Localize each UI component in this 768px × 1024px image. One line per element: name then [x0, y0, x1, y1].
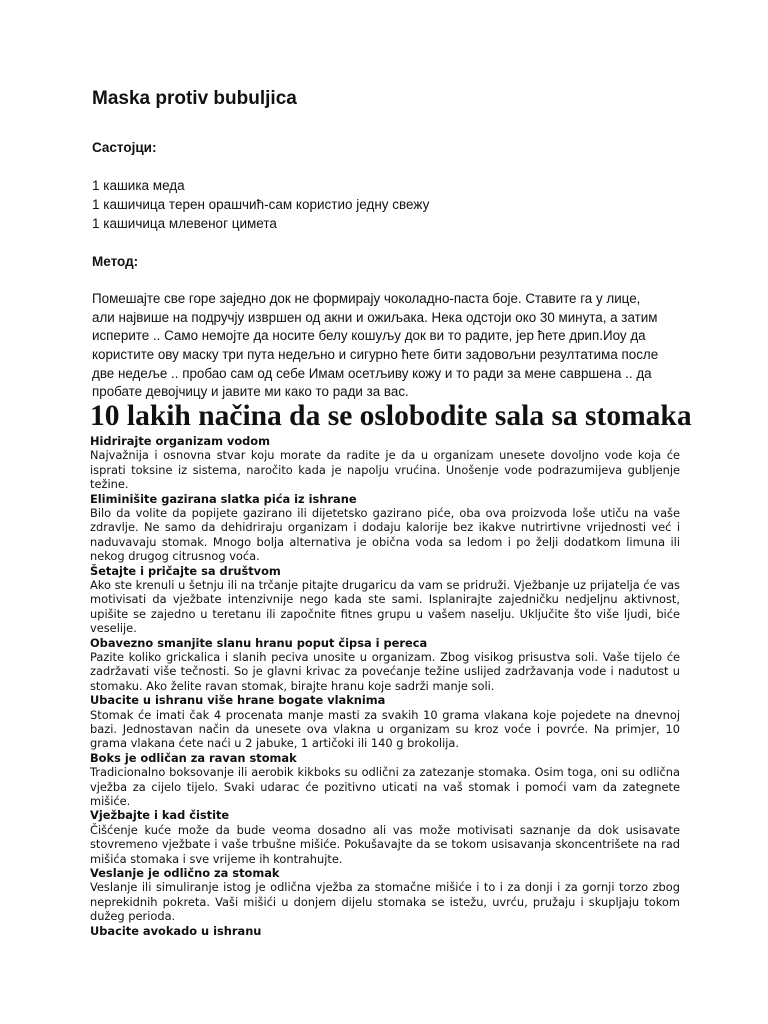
method-line: Помешајте све горе заједно док не формирају чоколадно-паста боје. Ставите га у лице, [92, 291, 641, 306]
tip-item [90, 924, 680, 938]
tip-heading: Ubacite u ishranu više hrane bogate vlaknima [90, 693, 386, 708]
tip-item [90, 808, 680, 866]
tip-item [90, 866, 680, 924]
method-line: две недеље .. пробао сам од себе Имам осетљиву кожу и то ради за мене савршена .. да [92, 365, 652, 381]
tip-heading: Hidrirajte organizam vodom [90, 434, 271, 448]
method-line: исперите .. Само немојте да носите белу кошуљу док ви то радите, јер ћете дрип.Иоу да [92, 328, 646, 344]
method-label: Метод: [92, 254, 139, 269]
tip-heading: Šetajte i pričajte sa društvom [90, 563, 281, 578]
ingredient-item: 1 кашичица терен орашчић-сам користио једну свежу [92, 197, 430, 212]
tip-heading: Eliminišite gazirana slatka pića iz ishrane [90, 491, 357, 506]
tip-heading: Boks je odličan za ravan stomak [90, 750, 297, 765]
tip-item [90, 693, 680, 751]
method-paragraph [92, 290, 672, 402]
tips-list [90, 434, 680, 938]
tip-item [90, 492, 680, 564]
article-title: 10 lakih načina da se oslobodite sala sa stomaka [90, 400, 692, 432]
tip-heading: Veslanje je odlično za stomak [90, 866, 280, 881]
tip-body: Veslanje ili simuliranje istog je odlična vježba za stomačne mišiće i to i za donji i za gornji torzo zbog neprekidnih pokreta. Vaši mišići u donjem dijelu stomaka se istežu, uvrću, pružaju i skupljaju tokom dužeg perioda. [90, 880, 680, 924]
tip-body: Stomak će imati čak 4 procenata manje masti za svakih 10 grama vlakana koje pojedete na dnevnoj bazi. Jednostavan način da unesete ova vlakna u organizam su kroz voće i povrće. Na primjer, 10 grama vlakana ćete naći u 2 jabuke, 1 artičoki ili 140 g brokolija. [90, 707, 680, 751]
tip-item [90, 564, 680, 636]
tip-body: Pazite koliko grickalica i slanih peciva unosite u organizam. Zbog visikog prisustva soli. Vaše tijelo će zadržavati više tečnosti. So je glavni krivac za povećanje težine uslijed zadržavanja vode i nadutost u stomaku. Ako želite ravan stomak, birajte hranu koje sadrži manje soli. [90, 650, 680, 693]
tip-body: Bilo da volite da popijete gazirano ili dijetetsko gazirano piće, oba ova proizvoda loše utiču na vaše zdravlje. Ne samo da dehidriraju organizam i dodaju kalorije bez ikakve nutrirtivne vrijednosti već i naduvavaju stomak. Mnogo bolja alternativa je obična voda sa ledom i po želji dodatkom limuna ili nekog drugog citrusnog voća. [90, 506, 680, 564]
tip-body: Najvažnija i osnovna stvar koju morate da radite je da u organizam unesete dovoljno vode koja će isprati toksine iz sistema, naročito kada je napolju vrućina. Unošenje vode podrazumijeva gubljenje težine. [90, 448, 680, 492]
ingredient-item: 1 кашичица млевеног цимета [92, 216, 277, 231]
tip-heading: Ubacite avokado u ishranu [90, 923, 262, 938]
tip-body: Ako ste krenuli u šetnju ili na trčanje pitajte drugaricu da vam se pridruži. Vježbanje uz prijatelja će vas motivisati da vježbate intenzivnije nego kada ste sami. Isplanirajte zajedničku nedjeljnu aktivnost, upišite se zajedno u teretanu ili započnite fitnes grupu u vašem naselju. Uključite što više ljudi, biće veselije. [90, 578, 680, 636]
tip-heading: Obavezno smanjite slanu hranu poput čipsa i pereca [90, 635, 428, 650]
tip-item [90, 751, 680, 809]
mask-title: Maska protiv bubuljica [92, 88, 297, 109]
tip-heading: Vježbajte i kad čistite [90, 808, 230, 823]
tip-body: Tradicionalno boksovanje ili aerobik kikboks su odlični za zatezanje stomaka. Osim toga, oni su odlična vježba za cijelo tijelo. Svaki udarac će pozitivno uticati na vaš stomak i pomoći vam da zategnete mišiće. [90, 765, 680, 809]
method-line: али највише на подручју извршен од акни и ожиљака. Нека одстоји око 30 минута, а затим [92, 309, 658, 325]
tip-item [90, 434, 680, 492]
tip-item [90, 636, 680, 694]
ingredients-label: Састојци: [92, 140, 157, 155]
tip-body: Čišćenje kuće može da bude veoma dosadno ali vas može motivisati saznanje da dok usisavate stovremeno vježbate i vaše trbušne mišiće. Pokušavajte da se tokom usisavanja skoncentrišete na rad mišića stomaka i sve vrijeme ih kontrahujte. [90, 822, 680, 866]
method-line: користите ову маску три пута недељно и сигурно ћете бити задовољни резултатима после [92, 347, 659, 363]
ingredient-item: 1 кашика меда [92, 178, 185, 193]
method-line: пробате девојчицу и јавите ми како то ради за вас. [92, 384, 409, 400]
